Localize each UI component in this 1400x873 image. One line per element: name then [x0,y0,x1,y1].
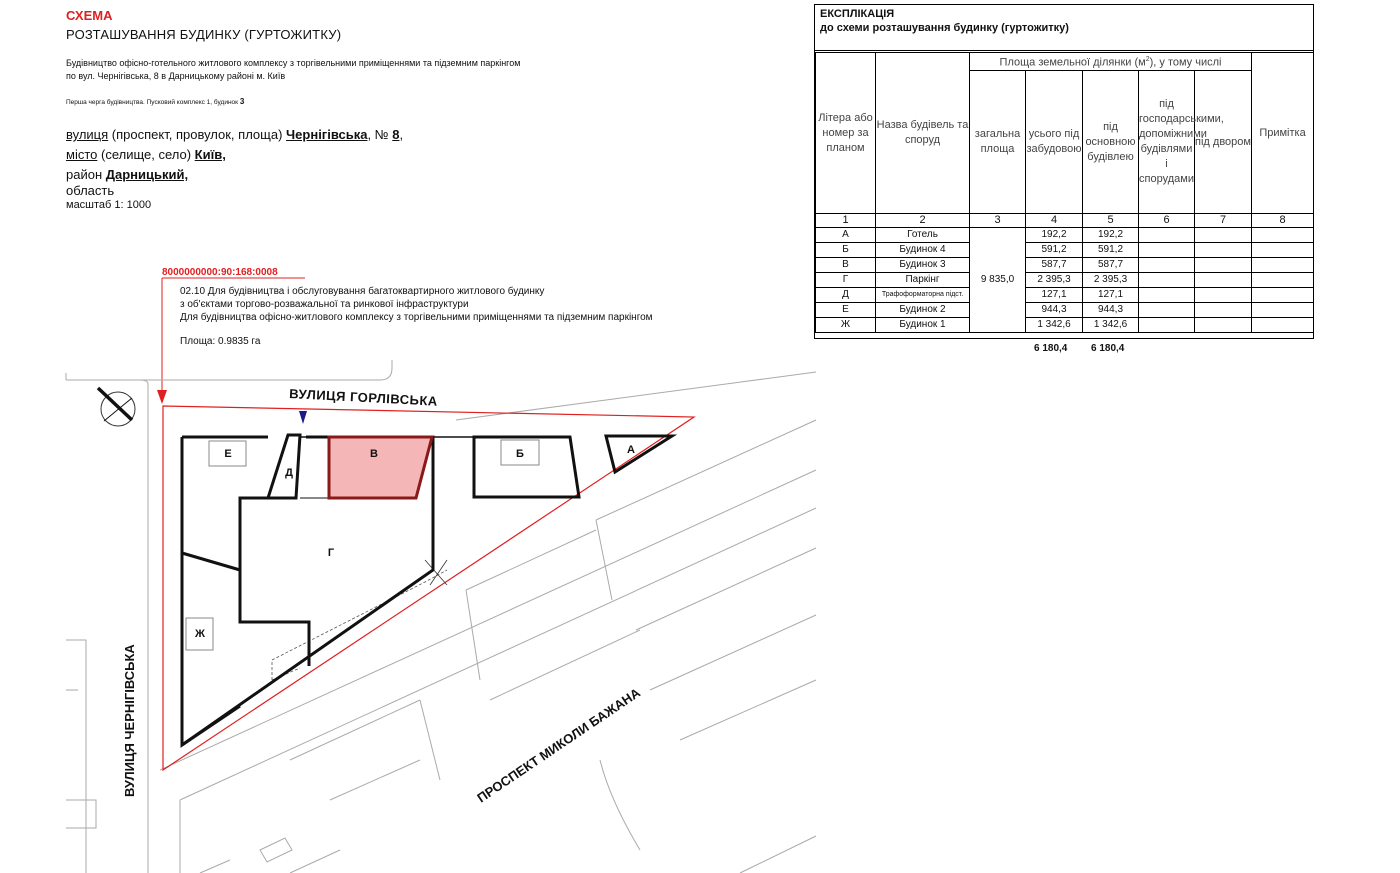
explication-subtitle: до схеми розташування будинку (гуртожитку) [820,22,1069,34]
street-horlivska: ВУЛИЦЯ ГОРЛІВСЬКА [288,386,439,409]
number-value: 8 [392,127,400,142]
parcel-area: Площа: 0.9835 га [180,336,261,347]
street-value: Чернігівська [286,127,368,142]
area-group-header: Площа земельної ділянки $(м^2)$, у тому числі [970,53,1252,71]
label-v: В [370,448,378,460]
explication-title: ЕКСПЛІКАЦІЯ [820,8,895,20]
purpose-line-2: з об'єктами торгово-розважальної та ринкової інфраструктури [180,299,469,310]
column-number-row: 1 2 3 4 5 6 7 8 [816,214,1314,228]
district-label: район [66,167,106,182]
sum-main: 6 180,4 [1091,343,1125,354]
street-label: вулиця [66,127,109,142]
explication-header [815,5,1313,51]
explication-grid [815,52,1314,333]
stage-text: Перша черга будівництва. Пусковий комплекс 1, будинок [66,99,240,106]
building-d [268,435,300,498]
table-row: Б Будинок 4 591,2 591,2 [816,243,1314,258]
sum-built: 6 180,4 [1034,343,1068,354]
document-title: СХЕМА [66,8,113,23]
total-area-cell: 9 835,0 [970,228,1026,333]
label-a: А [627,444,635,456]
city-value: Київ, [194,147,226,162]
col-total-header: загальна площа [970,71,1026,214]
col-note-header: Примітка [1252,53,1314,214]
col-name-header: Назва будівель та споруд [876,53,970,214]
map-scale: масштаб 1: 1000 [66,199,152,211]
table-row: А Готель 9 835,0 192,2 192,2 [816,228,1314,243]
entrance-marker [299,411,307,424]
col-built-header: усього під забудовою [1026,71,1083,214]
table-row: Ж Будинок 1 1 342,6 1 342,6 [816,318,1314,333]
building-v-highlighted [329,437,432,498]
stage-number: 3 [239,97,245,106]
avenue-bazhana: ПРОСПЕКТ МИКОЛИ БАЖАНА [474,684,643,806]
city-label: місто [66,147,98,162]
street-chernihivska: ВУЛИЦЯ ЧЕРНІГІВСЬКА [122,644,137,797]
purpose-line-1: 02.10 Для будівництва і обслуговування багатоквартирного житлового будинку [180,286,545,297]
col-aux-header: під господарськими, допоміжними будівлями і спорудами [1139,71,1195,214]
cadastre-number: 8000000000:90:168:0008 [162,267,278,278]
district-value: Дарницький, [105,167,189,182]
label-b: Б [516,448,524,460]
roundabout-bar [98,388,132,420]
explication-table [814,4,1314,339]
description-line-2: по вул. Чернігівська, 8 в Дарницькому районі м. Київ [66,71,286,81]
col-letter-header: Літера або номер за планом [816,53,876,214]
label-g: Г [327,547,335,559]
document-subtitle: РОЗТАШУВАННЯ БУДИНКУ (ГУРТОЖИТКУ) [66,27,342,42]
table-row: В Будинок 3 587,7 587,7 [816,258,1314,273]
purpose-line-3: Для будівництва офісно-житлового комплексу з торгівельними приміщеннями та підземним паркінгом [180,312,653,323]
table-row: Д Трафоформаторна підст. 127,1 127,1 [816,288,1314,303]
callout-arrow [157,390,167,404]
label-e: Е [224,448,232,460]
table-row: Г Паркінг 2 395,3 2 395,3 [816,273,1314,288]
street-hint: (проспект, провулок, площа) [108,127,287,142]
address-region: область [66,183,115,198]
number-tail: , [399,127,404,142]
city-hint: (селище, село) [97,147,195,162]
building-g-outline [240,498,309,666]
description-line-1: Будівництво офісно-готельного житлового комплексу з торгівельними приміщеннями та підземним паркінгом [66,58,521,68]
table-row: Е Будинок 2 944,3 944,3 [816,303,1314,318]
label-d: Д [285,467,293,479]
col-yard-header: під двором [1195,71,1252,214]
col-main-header: під основною будівлею [1083,71,1139,214]
label-zh: Ж [195,628,205,640]
number-label: , № [367,127,393,142]
